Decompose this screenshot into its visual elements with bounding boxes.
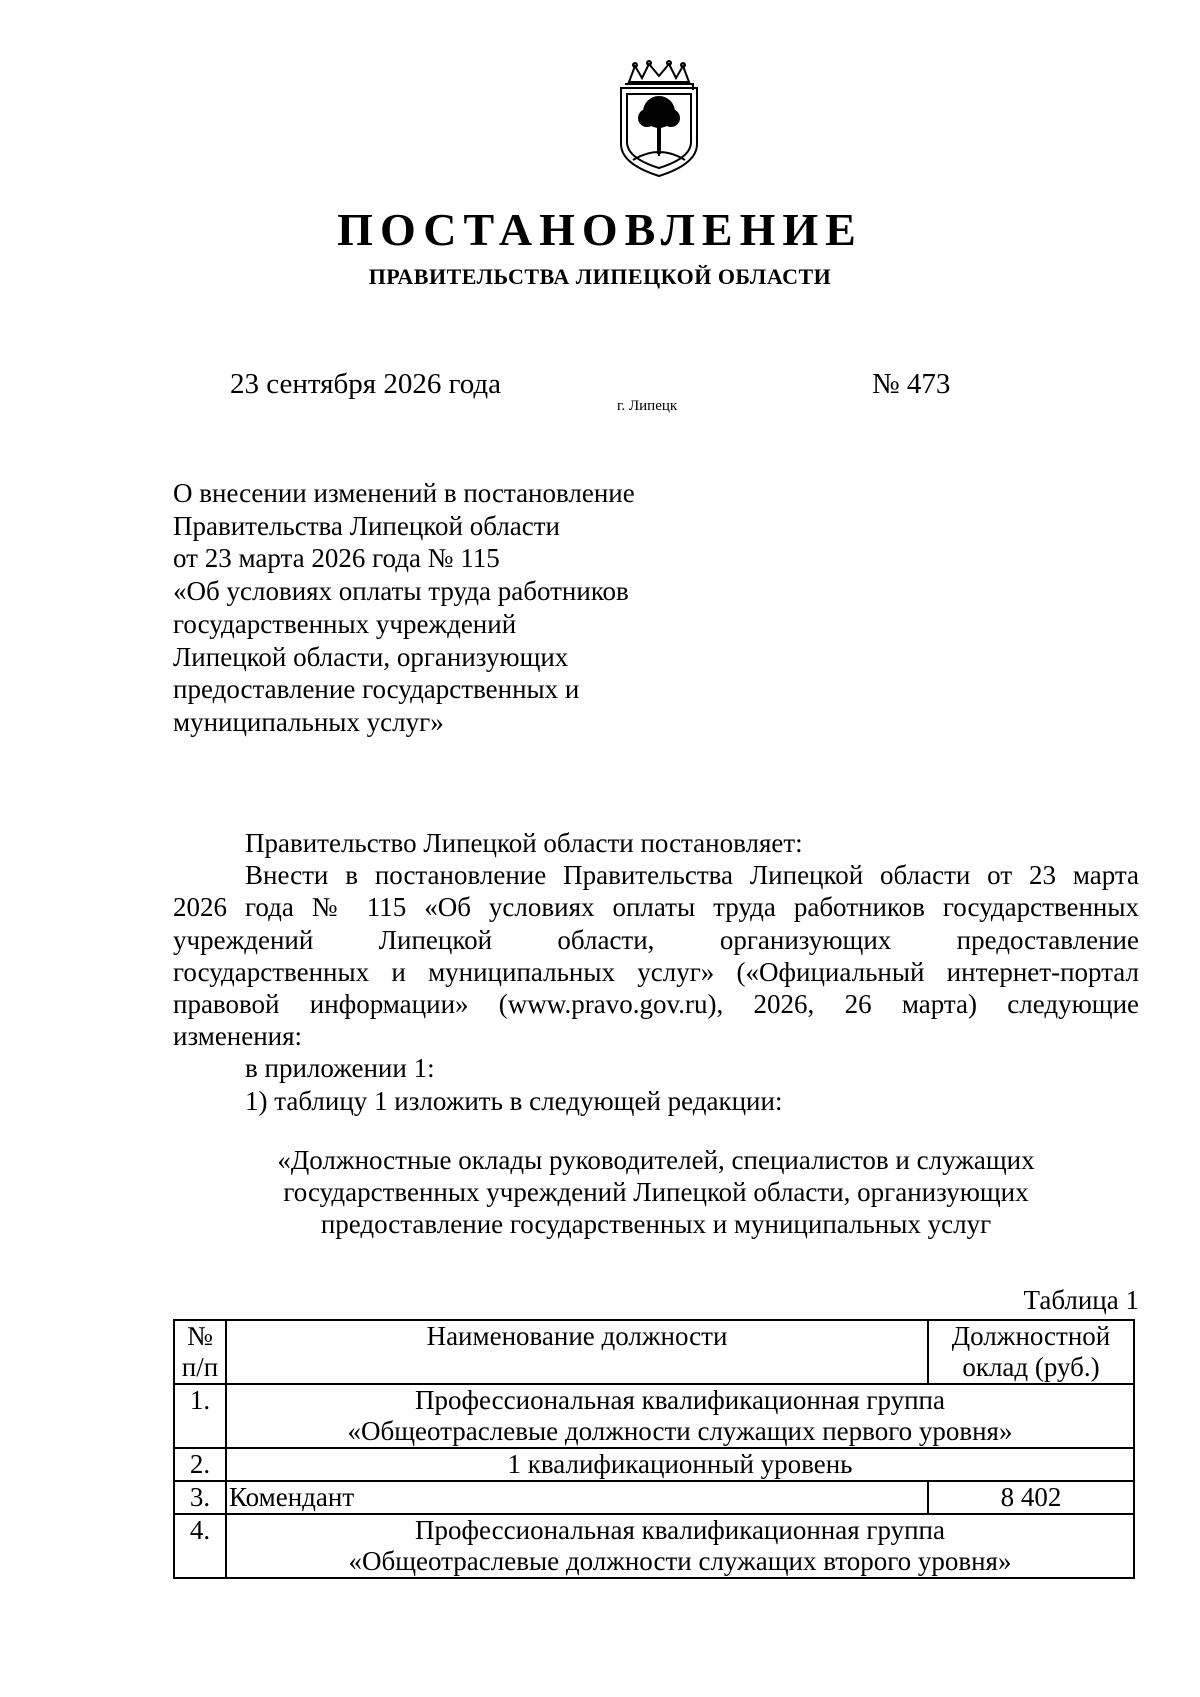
preamble-line: Правительство Липецкой области постановляет: bbox=[245, 828, 803, 858]
table-header-row bbox=[174, 1320, 1134, 1384]
subject-line: Правительства Липецкой области bbox=[173, 510, 561, 541]
table-row bbox=[174, 1514, 1134, 1578]
table-row bbox=[174, 1384, 1134, 1448]
body-paragraph-line: правовой информации» (www.pravo.gov.ru), 2026, 26 марта) следующие bbox=[173, 989, 1139, 1020]
subject-line: «Об условиях оплаты труда работников bbox=[173, 576, 629, 607]
document-title: ПОСТАНОВЛЕНИЕ bbox=[337, 204, 863, 255]
header-salary-cell: Должностной оклад (руб.) bbox=[928, 1320, 1134, 1384]
caption-line: «Должностные оклады руководителей, специалистов и служащих bbox=[277, 1145, 1035, 1175]
row-num-cell: 3. bbox=[174, 1481, 226, 1514]
subject-line: от 23 марта 2026 года № 115 bbox=[173, 543, 500, 574]
salary-cell: 8 402 bbox=[928, 1481, 1134, 1514]
document-date: 23 сентября 2026 года bbox=[230, 368, 502, 400]
annex-line: в приложении 1: bbox=[245, 1053, 435, 1084]
caption-line: предоставление государственных и муниципальных услуг bbox=[320, 1209, 992, 1239]
coat-of-arms-icon bbox=[611, 60, 707, 180]
item-line: 1) таблицу 1 изложить в следующей редакции: bbox=[245, 1085, 783, 1116]
group-cell: Профессиональная квалификационная группа «Общеотраслевые должности служащих второго уровня» bbox=[226, 1514, 1134, 1578]
document-number: № 473 bbox=[872, 368, 951, 400]
subject-line: Липецкой области, организующих bbox=[173, 641, 569, 672]
body-paragraph-line: изменения: bbox=[173, 1021, 303, 1052]
body-paragraph-line: государственных и муниципальных услуг» («Официальный интернет-портал bbox=[173, 956, 1139, 987]
subject-line: муниципальных услуг» bbox=[173, 706, 444, 737]
row-num-cell: 2. bbox=[174, 1448, 226, 1481]
subject-line: государственных учреждений bbox=[173, 608, 517, 639]
document-city: г. Липецк bbox=[617, 398, 678, 414]
header-name-cell: Наименование должности bbox=[226, 1320, 928, 1384]
position-name-cell: Комендант bbox=[226, 1481, 928, 1514]
table-row bbox=[174, 1448, 1134, 1481]
subject-line: предоставление государственных и bbox=[173, 674, 580, 705]
row-num-cell: 1. bbox=[174, 1384, 226, 1448]
caption-line: государственных учреждений Липецкой области, организующих bbox=[283, 1177, 1029, 1207]
table-label: Таблица 1 bbox=[1023, 1285, 1139, 1315]
body-paragraph-line: 2026 года № 115 «Об условиях оплаты труда работников государственных bbox=[173, 892, 1139, 923]
group-cell: Профессиональная квалификационная группа «Общеотраслевые должности служащих первого уровня» bbox=[226, 1384, 1134, 1448]
level-cell: 1 квалификационный уровень bbox=[226, 1448, 1134, 1481]
document-body bbox=[173, 827, 1139, 1117]
table-caption bbox=[173, 1144, 1139, 1240]
subject-line: О внесении изменений в постановление bbox=[173, 478, 635, 508]
salary-table bbox=[173, 1319, 1135, 1579]
row-num-cell: 4. bbox=[174, 1514, 226, 1578]
body-paragraph-line: Внести в постановление Правительства Липецкой области от 23 марта bbox=[245, 860, 1139, 891]
header-num-cell: № п/п bbox=[174, 1320, 226, 1384]
document-subtitle: ПРАВИТЕЛЬСТВА ЛИПЕЦКОЙ ОБЛАСТИ bbox=[368, 264, 832, 289]
document-subject bbox=[173, 477, 693, 739]
body-paragraph-line: учреждений Липецкой области, организующих предоставление bbox=[173, 924, 1139, 955]
table-row bbox=[174, 1481, 1134, 1514]
